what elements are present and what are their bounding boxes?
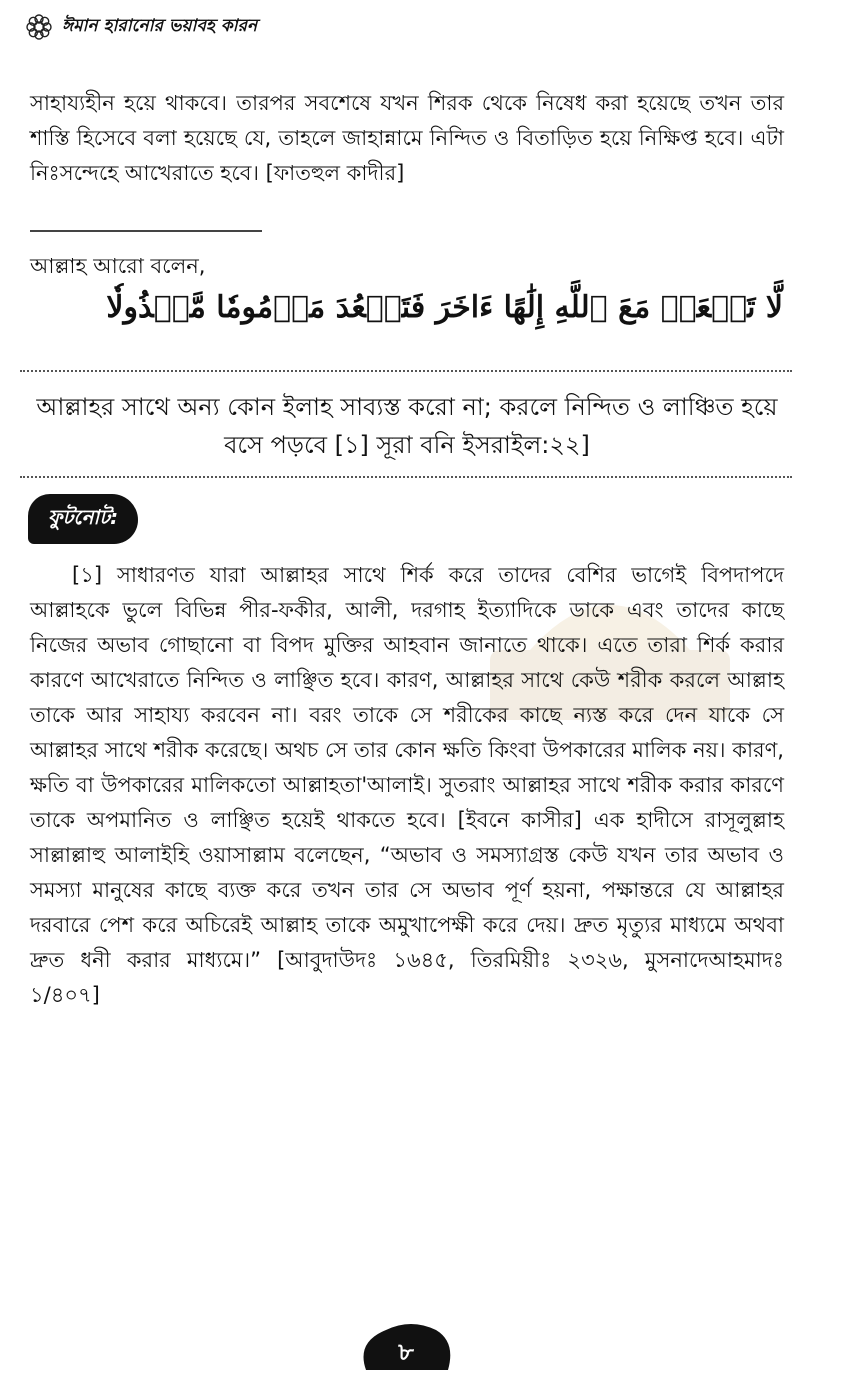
book-title: ঈমান হারানোর ভয়াবহ কারন — [62, 16, 258, 36]
page-header — [24, 10, 257, 44]
divider-short — [30, 230, 262, 232]
dotted-divider-bottom — [20, 476, 792, 478]
body-paragraph-1: সাহায্যহীন হয়ে থাকবে। তারপর সবশেষে যখন শিরক থেকে নিষেধ করা হয়েছে তখন তার শাস্তি হিসেবে বলা হয়েছে যে, তাহলে জাহান্নামে নিন্দিত ও বিতাড়িত হয়ে নিক্ষিপ্ত হবে। এটা নিঃসন্দেহে আখেরাতে হবে। [ফাতহুল কাদীর] — [30, 91, 784, 185]
verse-intro: আল্লাহ আরো বলেন, — [30, 254, 206, 278]
ornament-logo-icon — [24, 12, 54, 42]
footnote-label: ফুটনোট: — [28, 494, 138, 544]
arabic-verse: لَّا تَجۡعَلۡ مَعَ ٱللَّهِ إِلَٰهًا ءَاخَرَ فَتَقۡعُدَ مَذۡمُومٗا مَّخۡذُولٗا — [106, 290, 783, 325]
dotted-divider-top — [20, 370, 792, 372]
footnote-paragraph: [১] সাধারণত যারা আল্লাহর সাথে শির্ক করে তাদের বেশির ভাগেই বিপদাপদে আল্লাহকে ভুলে বিভিন্ন পীর-ফকীর, আলী, দরগাহ ইত্যাদিকে ডাকে এবং তাদের কাছে নিজের অভাব গোছানো বা বিপদ মুক্তির আহবান জানাতে থাকে। এতে তারা শির্ক করার কারণে আখেরাতে নিন্দিত ও লাঞ্ছিত হবে। কারণ, আল্লাহর সাথে কেউ শরীক করলে আল্লাহ তাকে আর সাহায্য করবেন না। বরং তাকে সে শরীকের কাছে ন্যস্ত করে দেন যাকে সে আল্লাহর সাথে শরীক করেছে। অথচ সে তার কোন ক্ষতি কিংবা উপকারের মালিক নয়। কারণ, ক্ষতি বা উপকারের মালিকতো আল্লাহতা'আলাই। সুতরাং আল্লাহর সাথে শরীক করার কারণে তাকে অপমানিত ও লাঞ্ছিত হয়েই থাকতে হবে। [ইবনে কাসীর] এক হাদীসে রাসূলুল্লাহ সাল্লাল্লাহু আলাইহি ওয়াসাল্লাম বলেছেন, “অভাব ও সমস্যাগ্রস্ত কেউ যখন তার অভাব ও সমস্যা মানুষের কাছে ব্যক্ত করে তখন তার সে অভাব পূর্ণ হয়না, পক্ষান্তরে যে আল্লাহর দরবারে পেশ করে অচিরেই আল্লাহ তাকে অমুখাপেক্ষী করে দেয়। দ্রুত মৃত্যুর মাধ্যমে অথবা দ্রুত ধনী করার মাধ্যমে।” [আবুদাউদঃ ১৬৪৫, তিরমিয়ীঃ ২৩২৬, মুসনাদেআহমাদঃ ১/৪০৭] — [30, 563, 784, 1007]
page-number: ৮ — [398, 1338, 414, 1366]
verse-translation: আল্লাহর সাথে অন্য কোন ইলাহ সাব্যস্ত করো না; করলে নিন্দিত ও লাঞ্চিত হয়ে বসে পড়বে [১] সূরা বনি ইসরাইল:২২] — [36, 393, 778, 459]
